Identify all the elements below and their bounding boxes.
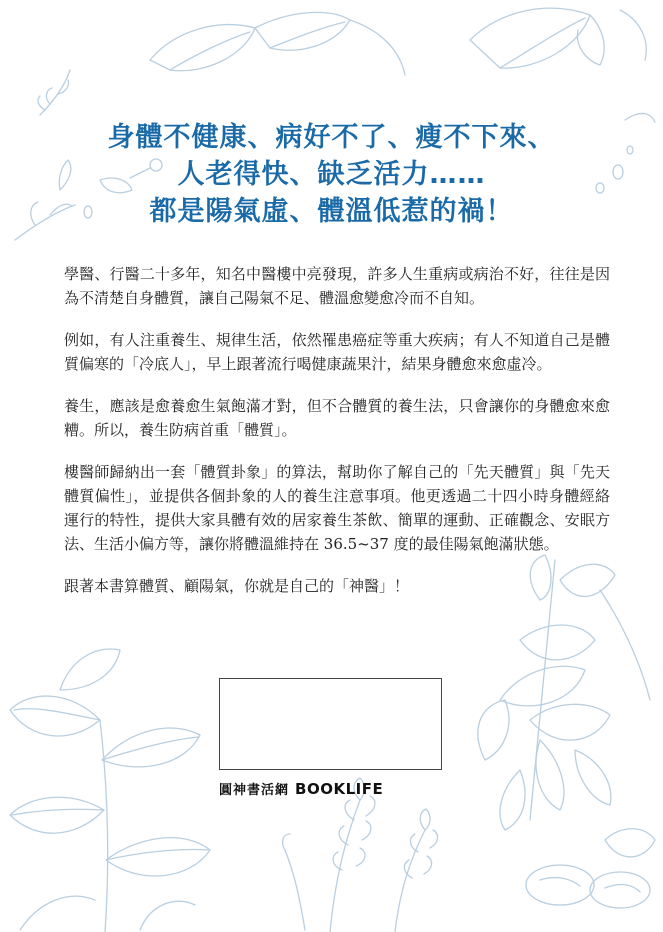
publisher-name-en: BOOKLIFE	[295, 780, 384, 798]
top-right-leaf-decoration	[470, 8, 646, 68]
bottom-lavender-decoration	[283, 778, 438, 932]
headline-line: 人老得快、缺乏活力……	[177, 159, 486, 190]
headline	[0, 119, 663, 230]
bottom-left-mint-decoration	[10, 649, 210, 932]
barcode-box	[219, 678, 442, 770]
paragraph: 例如，有人注重養生、規律生活，依然罹患癌症等重大疾病；有人不知道自己是體質偏寒的「冷底人」，早上跟著流行喝健康蔬果汁，結果身體愈來愈虛冷。	[64, 331, 610, 373]
paragraph: 學醫、行醫二十多年，知名中醫樓中亮發現，許多人生重病或病治不好，往往是因為不清楚自身體質，讓自己陽氣不足、體溫愈變愈冷而不自知。	[64, 265, 610, 307]
paragraph: 養生，應該是愈養愈生氣飽滿才對，但不合體質的養生法，只會讓你的身體愈來愈糟。所以，養生防病首重「體質」。	[64, 397, 610, 439]
top-leaf-decoration	[150, 12, 405, 75]
publisher-imprint	[219, 779, 383, 798]
paragraph: 樓醫師歸納出一套「體質卦象」的算法，幫助你了解自己的「先天體質」與「先天體質偏性」，並提供各個卦象的人的養生注意事項。他更透過二十四小時身體經絡運行的特性，提供大家具體有效的居家養生茶飲、簡單的運動、正確觀念、安眠方法、生活小偏方等，讓你將體溫維持在 36.5~37 度的最佳陽氣飽滿狀態。	[64, 463, 610, 553]
paragraph: 跟著本書算體質、顧陽氣，你就是自己的「神醫」！	[64, 577, 410, 595]
headline-line: 身體不健康、病好不了、瘦不下來、	[107, 122, 556, 153]
publisher-name-cn: 圓神書活網	[219, 783, 290, 798]
headline-line: 都是陽氣虛、體溫低惹的禍！	[149, 196, 514, 227]
body-text	[64, 262, 610, 616]
